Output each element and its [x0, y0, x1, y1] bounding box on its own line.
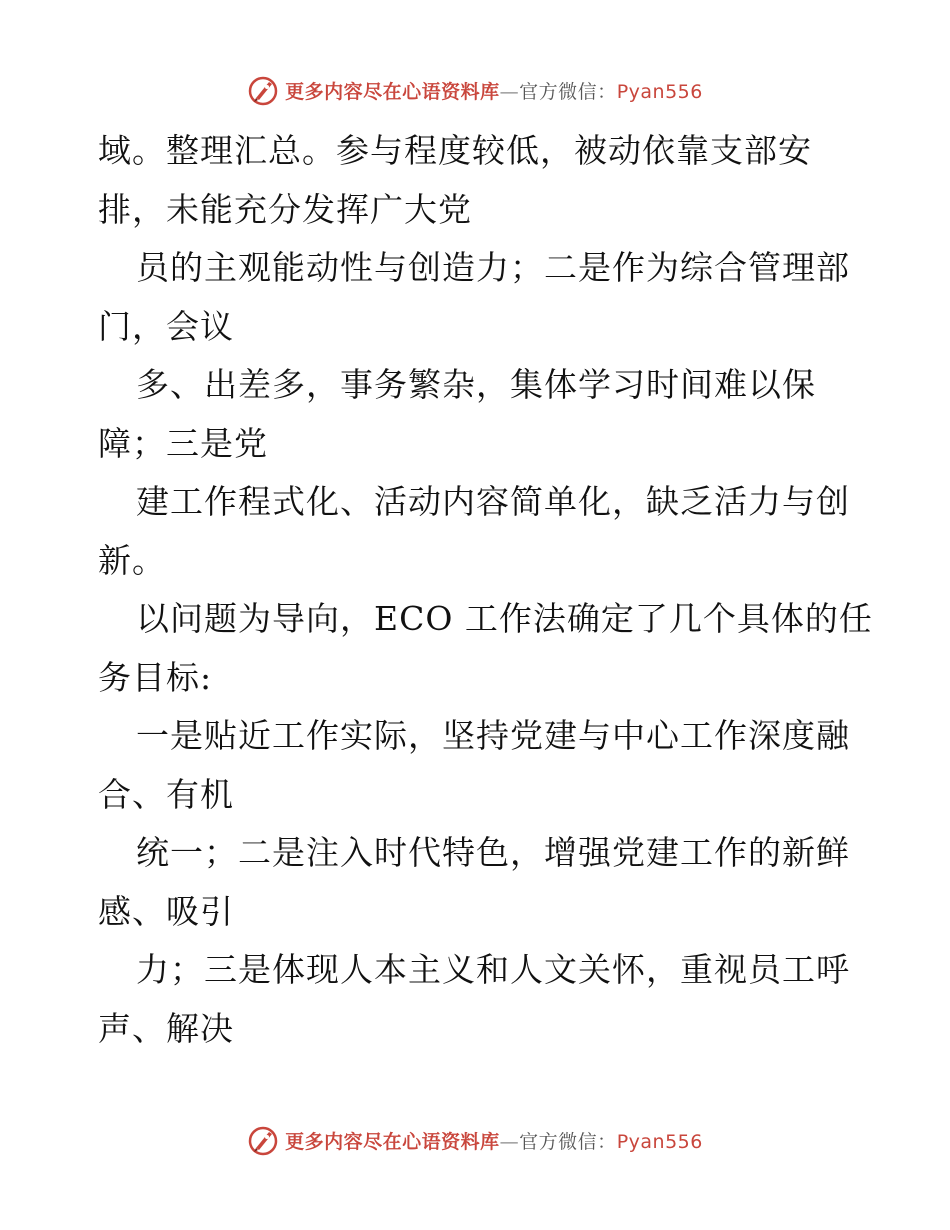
- text-line: 务目标:: [98, 657, 213, 697]
- text-line: 门，会议: [98, 306, 234, 346]
- banner-prefix: 更多内容尽在心语资料库: [285, 1130, 500, 1153]
- footer-banner: [0, 1120, 950, 1160]
- quill-pen-logo-icon: [247, 1124, 279, 1156]
- banner-wechat-id: Pyan556: [616, 80, 703, 103]
- text-line: 多、出差多，事务繁杂，集体学习时间难以保: [136, 365, 816, 404]
- text-line: 员的主观能动性与创造力；二是作为综合管理部: [136, 248, 850, 287]
- text-line: 力；三是体现人本主义和人文关怀，重视员工呼: [136, 950, 850, 989]
- text-line: 障；三是党: [98, 423, 268, 463]
- text-line: 排，未能充分发挥广大党: [98, 189, 472, 229]
- banner-wechat-label: 官方微信：: [519, 80, 617, 103]
- banner-separator: —: [499, 80, 520, 103]
- text-line: 建工作程式化、活动内容简单化，缺乏活力与创: [136, 482, 850, 521]
- text-line: 感、吸引: [98, 891, 234, 931]
- banner-wechat-label: 官方微信：: [519, 1130, 617, 1153]
- text-line: 统一；二是注入时代特色，增强党建工作的新鲜: [136, 833, 850, 872]
- text-line: 合、有机: [98, 774, 234, 814]
- banner-wechat-id: Pyan556: [616, 1130, 703, 1153]
- header-banner: [0, 70, 950, 110]
- banner-separator: —: [499, 1130, 520, 1153]
- text-line: 域。整理汇总。参与程度较低，被动依靠支部安: [98, 131, 812, 170]
- document-body: [98, 122, 873, 1058]
- quill-pen-logo-icon: [247, 74, 279, 106]
- text-line: 一是贴近工作实际，坚持党建与中心工作深度融: [136, 716, 850, 755]
- text-line: 声、解决: [98, 1008, 234, 1048]
- text-line: 新。: [98, 540, 166, 580]
- text-line: 以问题为导向，ECO 工作法确定了几个具体的任: [136, 599, 873, 638]
- banner-prefix: 更多内容尽在心语资料库: [285, 80, 500, 103]
